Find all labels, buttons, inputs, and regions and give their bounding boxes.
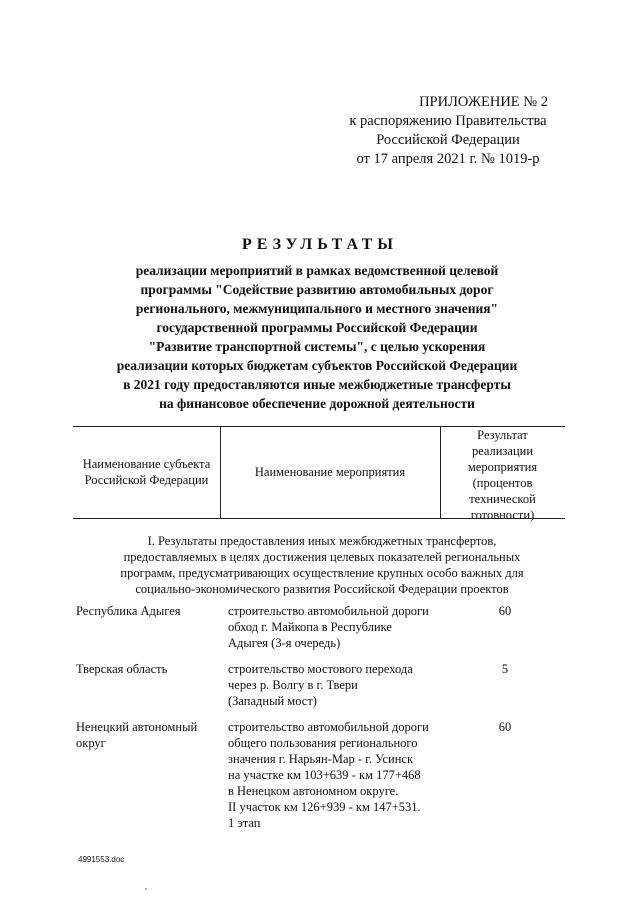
subtitle-line: регионального, межмуниципального и местного значения" xyxy=(135,301,499,316)
annex-block xyxy=(330,93,566,169)
section-title xyxy=(92,533,552,597)
footer-filename: 4991553.doc xyxy=(78,855,125,864)
section-title-line: программ, предусматривающих осуществление крупных особо важных для xyxy=(120,566,524,580)
row-event-line: 1 этап xyxy=(228,816,261,830)
subtitle-line: на финансовое обеспечение дорожной деятельности xyxy=(159,396,475,411)
row-subject xyxy=(76,661,216,677)
header-result-line: мероприятия xyxy=(467,460,538,474)
row-event-line: строительство автомобильной дороги xyxy=(228,604,429,618)
row-event xyxy=(228,603,478,651)
subtitle-line: реализации которых бюджетам субъектов Российской Федерации xyxy=(116,358,518,373)
row-event-line: строительство мостового перехода xyxy=(228,662,413,676)
header-result-line: готовности) xyxy=(470,508,535,522)
row-event-line: (Западный мост) xyxy=(228,694,317,708)
row-subject xyxy=(76,719,216,751)
header-subject-line: Наименование субъекта xyxy=(82,457,211,471)
document-subtitle xyxy=(92,261,542,413)
annex-title: ПРИЛОЖЕНИЕ № 2 xyxy=(419,94,548,110)
section-title-line: I. Результаты предоставления иных межбюджетных трансфертов, xyxy=(147,534,497,548)
annex-line-3: от 17 апреля 2021 г. № 1019-р xyxy=(356,151,540,167)
subtitle-line: государственной программы Российской Федерации xyxy=(156,320,478,335)
row-subject-line: Ненецкий автономный xyxy=(76,720,198,734)
header-result-line: реализации xyxy=(471,444,534,458)
header-result-line: Результат xyxy=(477,428,528,442)
row-subject-line: Республика Адыгея xyxy=(76,604,181,618)
subtitle-line: реализации мероприятий в рамках ведомственной целевой xyxy=(135,263,499,278)
annex-line-1: к распоряжению Правительства xyxy=(349,113,547,129)
row-result: 60 xyxy=(498,720,512,734)
row-event-line: через р. Волгу в г. Твери xyxy=(228,678,358,692)
row-event-line: II участок км 126+939 - км 147+531. xyxy=(228,800,421,814)
row-event-line: в Ненецком автономном округе. xyxy=(228,784,399,798)
section-title-line: социально-экономического развития Российской Федерации проектов xyxy=(135,582,509,596)
row-subject-line: Тверская область xyxy=(76,662,168,676)
row-subject xyxy=(76,603,216,619)
row-result: 5 xyxy=(501,662,509,676)
document-title: РЕЗУЛЬТАТЫ xyxy=(241,236,399,253)
header-result-line: технической xyxy=(469,492,536,506)
row-event xyxy=(228,719,478,831)
header-event-line: Наименование мероприятия xyxy=(254,465,406,479)
section-title-line: предоставляемых в целях достижения целевых показателей региональных xyxy=(123,550,521,564)
row-result: 60 xyxy=(498,604,512,618)
row-event-line: Адыгея (3-я очередь) xyxy=(228,636,341,650)
header-result xyxy=(440,427,565,523)
row-event-line: строительство автомобильной дороги xyxy=(228,720,429,734)
header-event xyxy=(220,464,440,480)
row-event-line: обход г. Майкопа в Республике xyxy=(228,620,392,634)
header-result-line: (процентов xyxy=(472,476,533,490)
row-event-line: значения г. Нарьян-Мар - г. Усинск xyxy=(228,752,414,766)
scan-speck xyxy=(145,888,147,890)
header-subject-line: Российской Федерации xyxy=(84,473,209,487)
row-event-line: общего пользования регионального xyxy=(228,736,418,750)
annex-line-2: Российской Федерации xyxy=(376,132,520,148)
subtitle-line: "Развитие транспортной системы", с целью ускорения xyxy=(148,339,486,354)
subtitle-line: программы "Содействие развитию автомобильных дорог xyxy=(140,282,494,297)
row-event-line: на участке км 103+639 - км 177+468 xyxy=(228,768,421,782)
row-event xyxy=(228,661,478,709)
subtitle-line: в 2021 году предоставляются иные межбюджетные трансферты xyxy=(123,377,511,392)
header-subject xyxy=(73,456,220,488)
row-subject-line: округ xyxy=(76,736,106,750)
